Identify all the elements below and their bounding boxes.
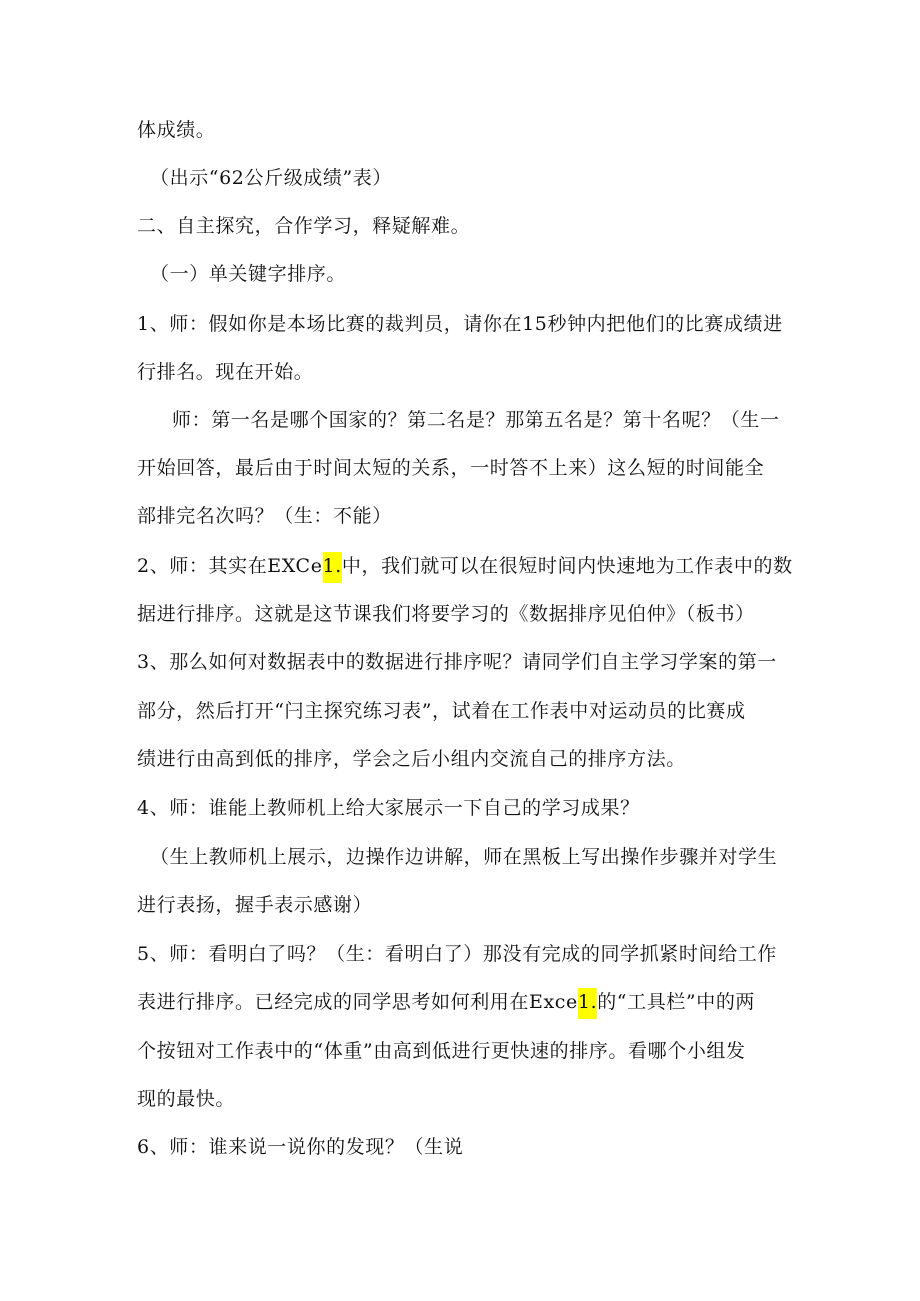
subsection-heading: （一）单关键字排序。 [150,263,347,285]
text-line: 现的最快。 [137,1088,236,1110]
text-line: （出示“62公斤级成绩”表） [150,167,393,189]
highlighted-text: 1. [323,552,342,583]
text-segment: 2、师：其实在EXCe [137,555,323,577]
text-line: 3、那么如何对数据表中的数据进行排序呢？请同学们自主学习学案的第一 [137,651,777,673]
text-line: 进行表扬，握手表示感谢） [137,894,373,916]
text-line: 据进行排序。这就是这节课我们将要学习的《数据排序见伯仲》（板书） [137,603,755,625]
text-line: （生上教师机上展示，边操作边讲解，师在黑板上写出操作步骤并对学生 [150,846,778,868]
text-line: 部排完名次吗？（生：不能） [137,505,392,527]
text-line: 4、师：谁能上教师机上给大家展示一下自己的学习成果？ [137,797,640,819]
text-line: 体成绩。 [137,119,216,141]
text-line: 师：第一名是哪个国家的？第二名是？那第五名是？第十名呢？（生一 [172,409,780,431]
text-line: 1、师：假如你是本场比赛的裁判员，请你在15秒钟内把他们的比赛成绩进 [137,313,783,335]
text-line: 6、师：谁来说一说你的发现？（生说 [137,1136,464,1158]
text-segment: 表进行排序。已经完成的同学思考如何利用在Exce [137,991,578,1013]
text-segment: 中，我们就可以在很短时间内快速地为工作表中的数 [341,555,793,577]
section-heading: 二、自主探究，合作学习，释疑解难。 [137,215,471,237]
text-line-with-highlight [137,552,797,583]
text-line: 行排名。现在开始。 [137,361,314,383]
text-line: 个按钮对工作表中的“体重”由高到低进行更快速的排序。看哪个小组发 [137,1040,746,1062]
text-line: 部分，然后打开“闩主探究练习表”，试着在工作表中对运动员的比赛成 [137,700,746,722]
text-segment: 的“工具栏”中的两 [597,991,756,1013]
text-line: 5、师：看明白了吗？（生：看明白了）那没有完成的同学抓紧时间给工作 [137,943,777,965]
highlighted-text: 1. [578,988,597,1019]
text-line: 开始回答，最后由于时间太短的关系，一时答不上来）这么短的时间能全 [137,457,765,479]
text-line: 绩进行由高到低的排序，学会之后小组内交流自己的排序方法。 [137,748,686,770]
text-line-with-highlight [137,988,797,1019]
